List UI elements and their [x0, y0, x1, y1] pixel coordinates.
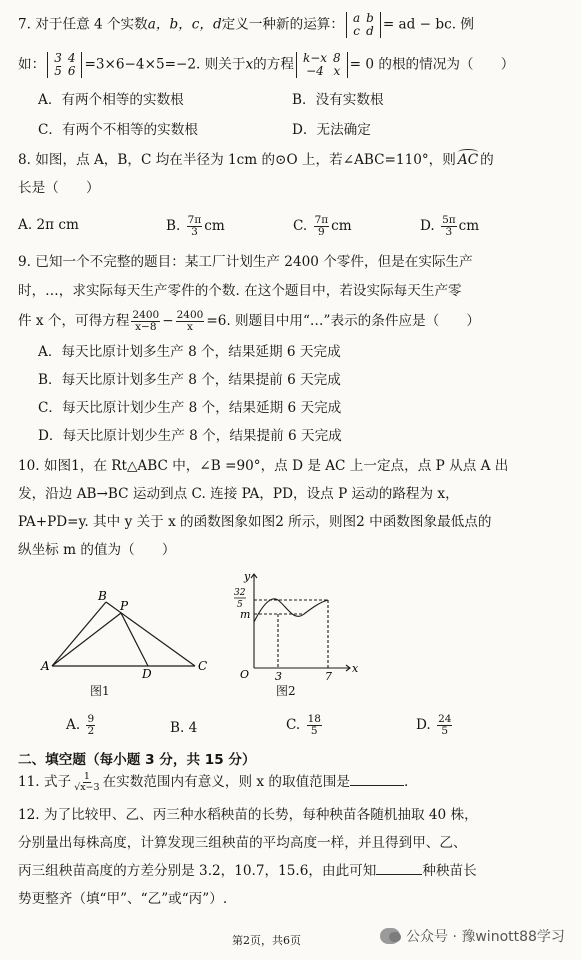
label-a: A: [41, 659, 50, 673]
q7-option-c: C．有两个不相等的实数根: [38, 122, 198, 138]
q9-line3: 件 x 个，可得方程 $\frac{2400}{x-8}$ − $\frac{2400}{x}$ =6. 则题目中用“…”表示的条件应是（ ）: [18, 309, 481, 333]
q7-option-d: D．无法确定: [292, 122, 371, 138]
determinant-equation: k−x 8 −4 x: [296, 52, 348, 78]
x-tick-7: 7: [325, 670, 332, 682]
q10-line4: 纵坐标 m 的值为（ ）: [18, 542, 176, 558]
figure-2-graph: [230, 568, 360, 682]
q7-line1: 7. 对于任意 4 个实数a，b，c，d定义一种新的运算： a b c d = ad − bc. 例: [18, 11, 474, 38]
q10-option-d: D. $\frac{24}{5}$: [416, 713, 452, 737]
q12-line4: 势更整齐（填“甲”、“乙”或“丙”）.: [18, 891, 228, 907]
y-tick-5: 5: [237, 600, 243, 610]
q7-option-b: B．没有实数根: [292, 92, 384, 108]
q8-line1: 8. 如图，点 A，B，C 均在半径为 1cm 的⊙O 上，若∠ABC=110°，则 AC 的: [18, 150, 567, 170]
figure-1-caption: 图1: [90, 684, 110, 698]
determinant-definition: a b c d: [346, 12, 381, 38]
q9-line1: 9. 已知一个不完整的题目：某工厂计划生产 2400 个零件，但是在实际生产: [18, 254, 473, 270]
q10-line3: PA+PD=y. 其中 y 关于 x 的函数图象如图2 所示，则图2 中函数图象最低点的: [18, 514, 492, 530]
y-axis-label: y: [244, 570, 251, 583]
q8-line2: 长是（ ）: [18, 180, 100, 196]
q12-line1: 12. 为了比较甲、乙、丙三种水稻秧苗的长势，每种秧苗各随机抽取 40 株，: [18, 807, 478, 823]
q12-line3: 丙三组秧苗高度的方差分别是 3.2，10.7，15.6，由此可知 种秧苗长: [18, 863, 477, 879]
label-d: D: [142, 667, 152, 678]
wechat-icon: [380, 928, 400, 944]
q10-option-a: A. $\frac{9}{2}$: [66, 713, 95, 737]
q10-line2: 发，沿边 AB→BC 运动到点 C. 连接 PA，PD，设点 P 运动的路程为 x，: [18, 486, 459, 502]
q8-option-d: D. $\frac{5\pi}{3}$ cm: [420, 214, 480, 238]
q10-line1: 10. 如图1，在 Rt△ABC 中，∠B =90°，点 D 是 AC 上一定点，点 P 从点 A 出: [18, 458, 509, 474]
q8-option-b: B. $\frac{7\pi}{3}$ cm: [166, 214, 225, 238]
q7-option-a: A．有两个相等的实数根: [38, 92, 184, 108]
q11-answer-blank[interactable]: [350, 785, 404, 786]
q9-option-d: D．每天比原计划少生产 8 个，结果提前 6 天完成: [38, 428, 342, 444]
q9-option-b: B．每天比原计划多生产 8 个，结果提前 6 天完成: [38, 372, 341, 388]
q8-option-a: A. 2π cm: [18, 217, 79, 233]
q8-option-c: C. $\frac{7\pi}{9}$ cm: [293, 214, 352, 238]
origin-label: O: [240, 668, 250, 681]
page-number: 第2页，共6页: [232, 934, 301, 947]
label-b: B: [98, 589, 107, 603]
q7-line2: 如： 3 4 5 6 =3×6−4×5=−2. 则关于x的方程 k−x 8 −4 x = 0 的根的情况为（ ）: [18, 51, 515, 78]
label-p: P: [120, 599, 129, 613]
x-tick-3: 3: [275, 670, 282, 682]
q11-line: 11. 式子 $\frac{1}{√x-3}$ 在实数范围内有意义，则 x 的取值范围是 .: [18, 771, 409, 793]
q12-line2: 分别量出每株高度，计算发现三组秧苗的平均高度一样，并且得到甲、乙、: [18, 835, 467, 851]
x-axis-label: x: [352, 662, 359, 675]
label-c: C: [198, 659, 208, 673]
q9-option-c: C．每天比原计划少生产 8 个，结果延期 6 天完成: [38, 400, 342, 416]
figure-1-triangle: [40, 588, 210, 678]
q10-option-b: B. 4: [170, 720, 198, 736]
q9-line2: 时，…，求实际每天生产零件的个数. 在这个题目中，若设实际每天生产零: [18, 283, 462, 299]
determinant-example: 3 4 5 6: [47, 52, 82, 78]
section-2-title: 二、填空题（每小题 3 分，共 15 分）: [18, 752, 256, 768]
y-tick-32: 32: [234, 588, 246, 598]
figure-2-caption: 图2: [276, 684, 296, 698]
watermark: 公众号 · 豫winott88学习: [380, 926, 565, 946]
arc-ac: AC: [457, 152, 479, 168]
y-tick-m: m: [240, 608, 251, 621]
q10-option-c: C. $\frac{18}{5}$: [286, 713, 321, 737]
q9-option-a: A．每天比原计划多生产 8 个，结果延期 6 天完成: [38, 344, 341, 360]
q12-answer-blank[interactable]: [376, 874, 422, 875]
